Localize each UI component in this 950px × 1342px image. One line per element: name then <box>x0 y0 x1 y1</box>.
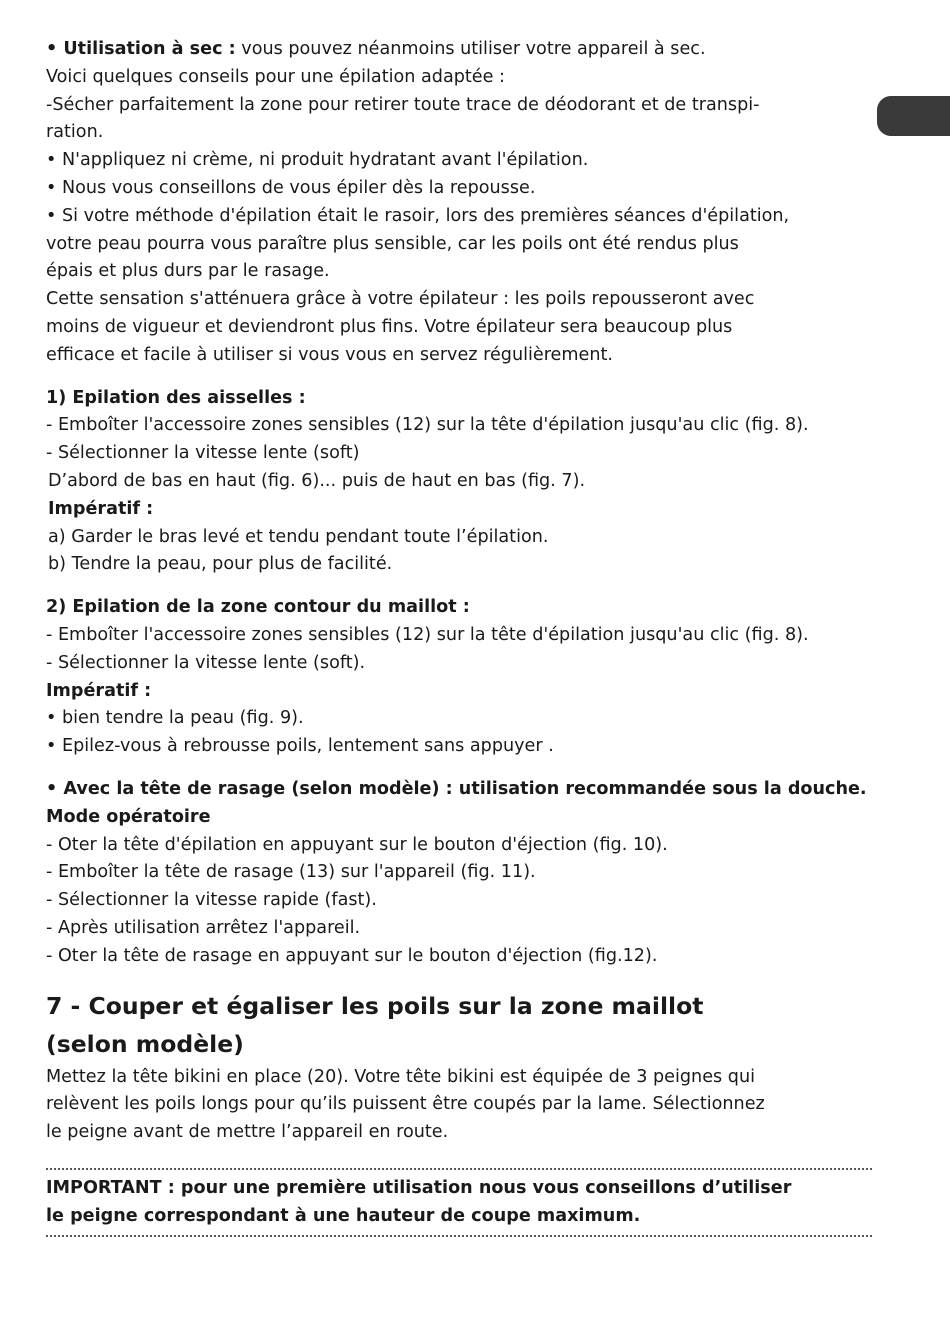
intro-line: épais et plus durs par le rasage. <box>46 261 330 282</box>
intro-line: Cette sensation s'atténuera grâce à votre épilateur : les poils repousseront avec <box>46 289 755 310</box>
armpits-line: - Emboîter l'accessoire zones sensibles (12) sur la tête d'épilation jusqu'au clic (fig. 8). <box>46 415 809 436</box>
bikini-line: - Sélectionner la vitesse lente (soft). <box>46 652 366 673</box>
armpits-line: - Sélectionner la vitesse lente (soft) <box>46 443 360 464</box>
armpits-imperative-label: Impératif : <box>48 498 154 519</box>
intro-line: votre peau pourra vous paraître plus sensible, car les poils ont été rendus plus <box>46 233 739 254</box>
shaving-step: - Oter la tête de rasage en appuyant sur le bouton d'éjection (fig.12). <box>46 945 658 966</box>
shaving-section <box>46 776 872 971</box>
shaving-step: - Emboîter la tête de rasage (13) sur l'appareil (fig. 11). <box>46 862 536 883</box>
section-7 <box>46 987 872 1147</box>
page-content <box>46 36 872 1237</box>
armpits-heading: 1) Epilation des aisselles : <box>46 387 306 408</box>
shaving-step: - Après utilisation arrêtez l'appareil. <box>46 917 361 938</box>
armpits-direction: D’abord de bas en haut (fig. 6)... puis de haut en bas (fig. 7). <box>48 470 586 491</box>
section-7-title-line1: 7 - Couper et égaliser les poils sur la zone maillot <box>46 991 704 1020</box>
important-line: IMPORTANT : pour une première utilisation nous vous conseillons d’utiliser <box>46 1177 792 1198</box>
intro-line: Voici quelques conseils pour une épilation adaptée : <box>46 66 505 87</box>
armpits-section <box>46 385 872 580</box>
dotted-divider-bottom <box>46 1235 872 1237</box>
section-7-line: relèvent les poils longs pour qu’ils puissent être coupés par la lame. Sélectionnez <box>46 1094 765 1115</box>
important-note <box>46 1175 872 1231</box>
intro-line: • Si votre méthode d'épilation était le rasoir, lors des premières séances d'épilation, <box>46 205 790 226</box>
section-7-title-line2: (selon modèle) <box>46 1030 244 1058</box>
bikini-imperative-label: Impératif : <box>46 680 152 701</box>
bikini-heading: 2) Epilation de la zone contour du maillot : <box>46 597 470 618</box>
armpits-imperative-line: b) Tendre la peau, pour plus de facilité. <box>48 554 393 575</box>
bikini-line: - Emboîter l'accessoire zones sensibles (12) sur la tête d'épilation jusqu'au clic (fig. 8). <box>46 624 809 645</box>
intro-section <box>46 36 872 370</box>
shaving-heading: • Avec la tête de rasage (selon modèle) : utilisation recommandée sous la douche. <box>46 778 867 799</box>
section-7-line: le peigne avant de mettre l’appareil en route. <box>46 1122 449 1143</box>
side-tab <box>877 96 950 136</box>
intro-line: ration. <box>46 122 104 143</box>
intro-line: moins de vigueur et deviendront plus fins. Votre épilateur sera beaucoup plus <box>46 316 733 337</box>
intro-line: efficace et facile à utiliser si vous vous en servez régulièrement. <box>46 344 613 365</box>
intro-line: • N'appliquez ni crème, ni produit hydratant avant l'épilation. <box>46 150 589 171</box>
dry-use-label: • Utilisation à sec : <box>46 39 236 59</box>
intro-line: • Nous vous conseillons de vous épiler dès la repousse. <box>46 177 536 198</box>
shaving-step: - Sélectionner la vitesse rapide (fast). <box>46 890 377 911</box>
armpits-imperative-line: a) Garder le bras levé et tendu pendant toute l’épilation. <box>48 526 549 547</box>
bikini-section <box>46 594 872 761</box>
shaving-mode-label: Mode opératoire <box>46 806 211 827</box>
section-7-line: Mettez la tête bikini en place (20). Votre tête bikini est équipée de 3 peignes qui <box>46 1066 755 1087</box>
bikini-imperative-line: • Epilez-vous à rebrousse poils, lentement sans appuyer . <box>46 736 554 757</box>
important-line: le peigne correspondant à une hauteur de coupe maximum. <box>46 1205 641 1226</box>
bikini-imperative-line: • bien tendre la peau (fig. 9). <box>46 708 304 729</box>
intro-line: -Sécher parfaitement la zone pour retirer toute trace de déodorant et de transpi- <box>46 94 760 115</box>
shaving-step: - Oter la tête d'épilation en appuyant sur le bouton d'éjection (fig. 10). <box>46 834 668 855</box>
dry-use-line <box>46 36 872 64</box>
dry-use-text: vous pouvez néanmoins utiliser votre appareil à sec. <box>235 39 706 59</box>
